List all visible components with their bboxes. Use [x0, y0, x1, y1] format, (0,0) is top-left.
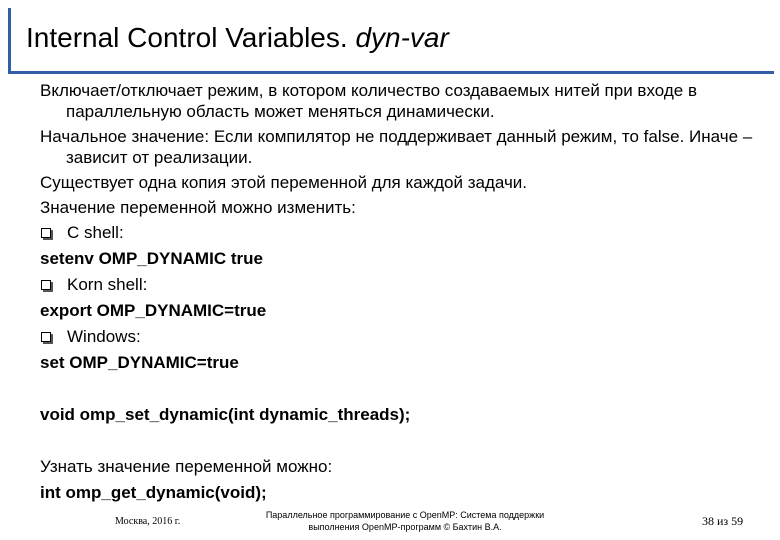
paragraph-change: Значение переменной можно изменить: — [40, 198, 356, 217]
page-title — [26, 20, 449, 56]
list-item — [40, 274, 760, 295]
footer-course-line1: Параллельное программирование с OpenMP: Система поддержки — [265, 510, 545, 520]
title-main: Internal Control Variables. — [26, 22, 356, 53]
checkbox-bullet-icon — [41, 280, 51, 290]
footer-course-line2: выполнения OpenMP-программ © Бахтин В.А. — [308, 522, 502, 532]
shell-name: C shell: — [67, 223, 124, 242]
shell-name: Korn shell: — [67, 275, 148, 294]
page-number: 38 из 59 — [702, 514, 744, 528]
list-item — [40, 326, 760, 347]
spacer — [40, 378, 760, 404]
get-function: int omp_get_dynamic(void); — [40, 483, 267, 502]
slide-content — [40, 80, 760, 508]
shell-command: export OMP_DYNAMIC=true — [40, 301, 267, 320]
paragraph-initial-value: Начальное значение: Если компилятор не поддерживает данный режим, то false. Иначе – зависит от реализации. — [40, 127, 753, 167]
paragraph-description: Включает/отключает режим, в котором количество создаваемых нитей при входе в параллельную область может меняться динамически. — [40, 81, 697, 121]
footer-location: Москва, 2016 г. — [115, 516, 181, 527]
checkbox-bullet-icon — [41, 228, 51, 238]
checkbox-bullet-icon — [41, 332, 51, 342]
list-item — [40, 222, 760, 243]
spacer — [40, 430, 760, 456]
title-italic: dyn-var — [355, 22, 449, 53]
get-label: Узнать значение переменной можно: — [40, 457, 333, 476]
shell-command: setenv OMP_DYNAMIC true — [40, 249, 263, 268]
footer-course — [230, 509, 580, 533]
shell-name: Windows: — [67, 327, 141, 346]
paragraph-copy: Существует одна копия этой переменной для каждой задачи. — [40, 173, 528, 192]
set-function: void omp_set_dynamic(int dynamic_threads); — [40, 405, 411, 424]
shell-command: set OMP_DYNAMIC=true — [40, 353, 239, 372]
